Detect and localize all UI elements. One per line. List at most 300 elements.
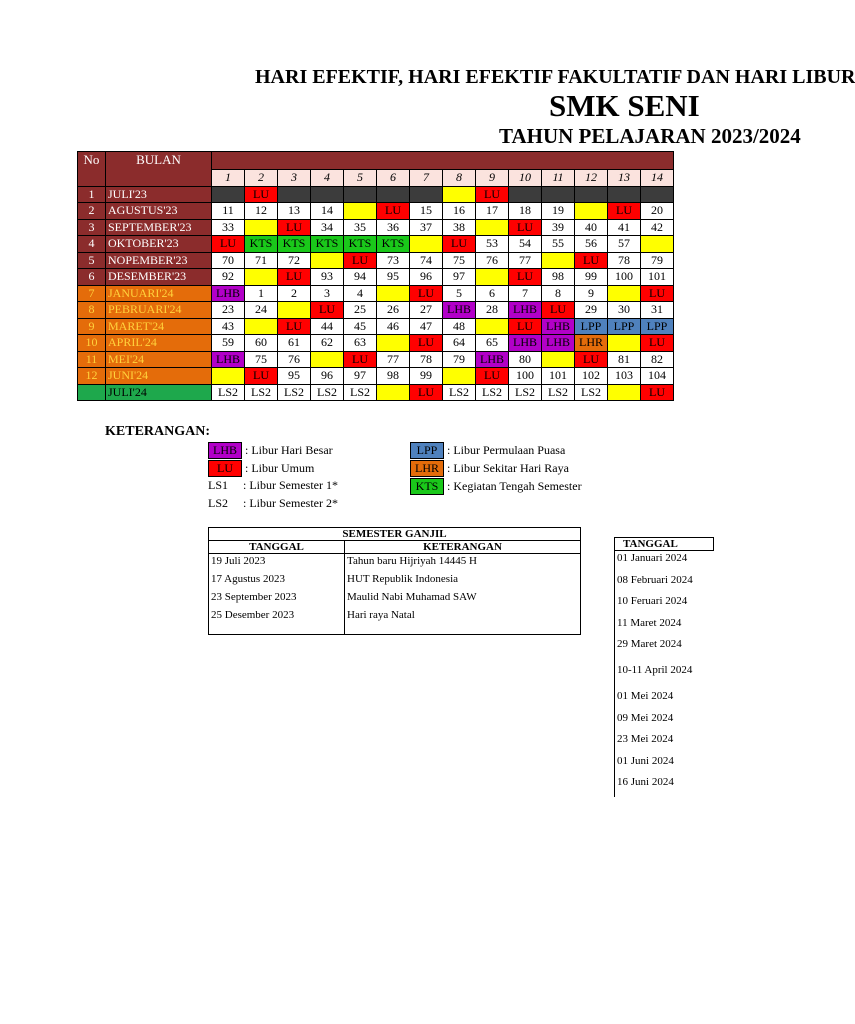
day-cell: 8 xyxy=(542,285,575,302)
day-cell: 76 xyxy=(476,252,509,269)
day-cell: 60 xyxy=(245,335,278,352)
month-name: MEI'24 xyxy=(106,351,212,368)
day-cell: LHB xyxy=(542,318,575,335)
ganjil-col-keterangan: KETERANGAN xyxy=(345,541,581,554)
day-cell xyxy=(377,285,410,302)
day-cell: LU xyxy=(278,318,311,335)
day-cell: LPP xyxy=(575,318,608,335)
title-line-1: HARI EFEKTIF, HARI EFEKTIF FAKULTATIF DAN HARI LIBUR xyxy=(255,66,855,88)
legend-title: KETERANGAN: xyxy=(105,424,211,439)
day-cell: 42 xyxy=(641,219,674,236)
month-row xyxy=(78,186,674,203)
month-name: JUNI'24 xyxy=(106,368,212,385)
genap-tanggal: 23 Mei 2024 xyxy=(615,732,714,754)
ganjil-tanggal: 17 Agustus 2023 xyxy=(209,572,345,590)
month-no: 6 xyxy=(78,269,106,286)
table-row-empty xyxy=(209,626,581,635)
ganjil-col-tanggal: TANGGAL xyxy=(209,541,345,554)
genap-tanggal: 01 Januari 2024 xyxy=(615,551,714,573)
day-cell: 98 xyxy=(542,269,575,286)
day-header-10: 10 xyxy=(509,170,542,187)
legend-item-lpp xyxy=(410,442,565,459)
header-bulan: BULAN xyxy=(106,152,212,187)
day-cell xyxy=(212,368,245,385)
table-row xyxy=(615,637,714,663)
day-cell: 17 xyxy=(476,203,509,220)
day-cell xyxy=(245,318,278,335)
legend-text: : Libur Sekitar Hari Raya xyxy=(447,461,569,475)
month-no xyxy=(78,384,106,401)
day-cell: 63 xyxy=(344,335,377,352)
table-row xyxy=(615,732,714,754)
day-cell: 97 xyxy=(443,269,476,286)
header-no: No xyxy=(78,152,106,187)
day-cell: 37 xyxy=(410,219,443,236)
table-row xyxy=(615,616,714,638)
day-cell: 19 xyxy=(542,203,575,220)
legend-code: LS2 xyxy=(208,496,229,510)
day-cell: 93 xyxy=(311,269,344,286)
legend-text: : Libur Semester 2* xyxy=(243,496,338,510)
day-cell: LU xyxy=(476,368,509,385)
semester-ganjil-title: SEMESTER GANJIL xyxy=(209,528,581,541)
day-cell xyxy=(311,186,344,203)
day-cell: LU xyxy=(278,219,311,236)
day-header-2: 2 xyxy=(245,170,278,187)
day-cell: KTS xyxy=(278,236,311,253)
genap-tanggal: 16 Juni 2024 xyxy=(615,775,714,797)
ganjil-keterangan: Tahun baru Hijriyah 14445 H xyxy=(345,554,581,573)
day-cell: LS2 xyxy=(443,384,476,401)
day-cell: LHB xyxy=(542,335,575,352)
day-cell: LU xyxy=(212,236,245,253)
table-row xyxy=(615,663,714,689)
day-cell: 62 xyxy=(311,335,344,352)
day-cell: LU xyxy=(410,285,443,302)
day-cell: LS2 xyxy=(542,384,575,401)
day-cell: 73 xyxy=(377,252,410,269)
day-cell xyxy=(377,186,410,203)
table-row xyxy=(615,551,714,573)
day-cell: 28 xyxy=(476,302,509,319)
day-cell: 96 xyxy=(410,269,443,286)
day-cell: 102 xyxy=(575,368,608,385)
day-cell: KTS xyxy=(245,236,278,253)
day-cell: LS2 xyxy=(509,384,542,401)
day-cell: LHB xyxy=(212,351,245,368)
day-header-13: 13 xyxy=(608,170,641,187)
day-cell: 100 xyxy=(608,269,641,286)
legend-text: : Libur Hari Besar xyxy=(245,443,333,457)
day-header-5: 5 xyxy=(344,170,377,187)
month-name: OKTOBER'23 xyxy=(106,236,212,253)
day-cell: 23 xyxy=(212,302,245,319)
day-cell xyxy=(641,236,674,253)
legend-code: LPP xyxy=(410,442,444,459)
month-no: 7 xyxy=(78,285,106,302)
day-cell xyxy=(245,269,278,286)
legend-code: LU xyxy=(208,460,242,477)
day-cell: 74 xyxy=(410,252,443,269)
month-row xyxy=(78,285,674,302)
day-cell: KTS xyxy=(344,236,377,253)
day-cell: 99 xyxy=(575,269,608,286)
day-cell xyxy=(443,368,476,385)
day-cell: LU xyxy=(641,384,674,401)
day-header-1: 1 xyxy=(212,170,245,187)
day-cell: 76 xyxy=(278,351,311,368)
day-cell: 79 xyxy=(641,252,674,269)
day-cell xyxy=(311,252,344,269)
table-row xyxy=(209,572,581,590)
day-cell: 103 xyxy=(608,368,641,385)
day-cell xyxy=(311,351,344,368)
day-cell: LU xyxy=(410,384,443,401)
day-cell xyxy=(476,318,509,335)
day-cell xyxy=(575,186,608,203)
day-cell: 33 xyxy=(212,219,245,236)
genap-tanggal: 01 Juni 2024 xyxy=(615,754,714,776)
day-cell: 25 xyxy=(344,302,377,319)
table-row xyxy=(209,554,581,573)
day-cell: 29 xyxy=(575,302,608,319)
day-cell xyxy=(344,203,377,220)
legend-item-kts xyxy=(410,478,582,495)
genap-tanggal: 09 Mei 2024 xyxy=(615,711,714,733)
day-cell xyxy=(542,186,575,203)
day-cell: LHB xyxy=(212,285,245,302)
day-cell: 13 xyxy=(278,203,311,220)
month-name: MARET'24 xyxy=(106,318,212,335)
month-no: 2 xyxy=(78,203,106,220)
day-cell: 98 xyxy=(377,368,410,385)
day-cell: 99 xyxy=(410,368,443,385)
day-cell: 9 xyxy=(575,285,608,302)
month-name: NOPEMBER'23 xyxy=(106,252,212,269)
day-cell: LU xyxy=(542,302,575,319)
school-name: SMK SENI xyxy=(549,88,700,123)
month-row xyxy=(78,318,674,335)
genap-tanggal: 08 Februari 2024 xyxy=(615,573,714,595)
day-cell: LU xyxy=(509,318,542,335)
day-cell: 24 xyxy=(245,302,278,319)
day-cell: 15 xyxy=(410,203,443,220)
day-cell: 79 xyxy=(443,351,476,368)
legend-code: LHB xyxy=(208,442,242,459)
genap-tanggal: 11 Maret 2024 xyxy=(615,616,714,638)
month-no: 12 xyxy=(78,368,106,385)
genap-col-tanggal: TANGGAL xyxy=(615,538,714,551)
day-cell: 38 xyxy=(443,219,476,236)
day-cell: 36 xyxy=(377,219,410,236)
day-cell: 94 xyxy=(344,269,377,286)
legend-item-ls1 xyxy=(208,478,338,493)
day-cell: LHB xyxy=(509,302,542,319)
day-cell: 77 xyxy=(509,252,542,269)
day-header-6: 6 xyxy=(377,170,410,187)
month-row xyxy=(78,368,674,385)
month-row xyxy=(78,302,674,319)
month-no: 10 xyxy=(78,335,106,352)
legend-item-lu xyxy=(208,460,314,477)
day-cell xyxy=(575,203,608,220)
day-cell: 5 xyxy=(443,285,476,302)
day-cell: 48 xyxy=(443,318,476,335)
month-no: 11 xyxy=(78,351,106,368)
genap-tanggal: 10 Feruari 2024 xyxy=(615,594,714,616)
legend-item-ls2 xyxy=(208,496,338,511)
day-cell: 100 xyxy=(509,368,542,385)
table-row xyxy=(615,594,714,616)
day-cell xyxy=(476,269,509,286)
day-cell: LU xyxy=(311,302,344,319)
day-header-4: 4 xyxy=(311,170,344,187)
day-header-12: 12 xyxy=(575,170,608,187)
legend-text: : Libur Permulaan Puasa xyxy=(447,443,566,457)
day-cell: 43 xyxy=(212,318,245,335)
table-row xyxy=(615,775,714,797)
month-no: 1 xyxy=(78,186,106,203)
day-cell: 54 xyxy=(509,236,542,253)
day-cell: 95 xyxy=(278,368,311,385)
legend-text: : Libur Semester 1* xyxy=(243,478,338,492)
month-name: JULI'24 xyxy=(106,384,212,401)
ganjil-tanggal: 23 September 2023 xyxy=(209,590,345,608)
day-cell xyxy=(344,186,377,203)
day-cell: 35 xyxy=(344,219,377,236)
day-cell: 4 xyxy=(344,285,377,302)
day-cell xyxy=(608,335,641,352)
table-row xyxy=(615,573,714,595)
genap-tanggal: 29 Maret 2024 xyxy=(615,637,714,663)
day-header-14: 14 xyxy=(641,170,674,187)
day-cell: LPP xyxy=(641,318,674,335)
day-cell xyxy=(542,351,575,368)
holiday-calendar-table xyxy=(77,151,674,401)
day-cell: LS2 xyxy=(575,384,608,401)
day-cell: LS2 xyxy=(245,384,278,401)
month-no: 9 xyxy=(78,318,106,335)
month-row xyxy=(78,269,674,286)
ganjil-tanggal: 25 Desember 2023 xyxy=(209,608,345,626)
day-cell xyxy=(410,186,443,203)
genap-tanggal: 10-11 April 2024 xyxy=(615,663,714,689)
day-cell: LHB xyxy=(509,335,542,352)
day-cell: LU xyxy=(278,269,311,286)
day-cell: LU xyxy=(410,335,443,352)
day-cell: 3 xyxy=(311,285,344,302)
month-row xyxy=(78,252,674,269)
day-cell xyxy=(245,219,278,236)
day-cell: LHB xyxy=(476,351,509,368)
day-cell: 26 xyxy=(377,302,410,319)
table-row xyxy=(209,608,581,626)
month-name: JANUARI'24 xyxy=(106,285,212,302)
day-cell: 12 xyxy=(245,203,278,220)
day-cell: LU xyxy=(443,236,476,253)
day-cell: 53 xyxy=(476,236,509,253)
month-row xyxy=(78,236,674,253)
day-cell: 46 xyxy=(377,318,410,335)
day-cell: 92 xyxy=(212,269,245,286)
header-bar xyxy=(212,152,674,170)
day-cell: 64 xyxy=(443,335,476,352)
legend-text: : Libur Umum xyxy=(245,461,315,475)
day-cell xyxy=(212,186,245,203)
month-row xyxy=(78,335,674,352)
day-cell: LU xyxy=(245,368,278,385)
day-cell: LS2 xyxy=(344,384,377,401)
genap-tanggal: 01 Mei 2024 xyxy=(615,689,714,711)
ganjil-keterangan: Maulid Nabi Muhamad SAW xyxy=(345,590,581,608)
day-cell xyxy=(410,236,443,253)
day-cell: 55 xyxy=(542,236,575,253)
day-cell: 40 xyxy=(575,219,608,236)
month-no: 5 xyxy=(78,252,106,269)
ganjil-tanggal: 19 Juli 2023 xyxy=(209,554,345,573)
semester-ganjil-table xyxy=(208,527,581,635)
day-cell xyxy=(608,384,641,401)
day-cell xyxy=(443,186,476,203)
month-name: SEPTEMBER'23 xyxy=(106,219,212,236)
legend-code: LHR xyxy=(410,460,444,477)
day-cell: 65 xyxy=(476,335,509,352)
day-cell: 57 xyxy=(608,236,641,253)
day-cell: 11 xyxy=(212,203,245,220)
day-cell xyxy=(641,186,674,203)
day-cell xyxy=(608,285,641,302)
day-cell: 41 xyxy=(608,219,641,236)
day-cell: LU xyxy=(575,351,608,368)
month-name: PEBRUARI'24 xyxy=(106,302,212,319)
day-cell: 97 xyxy=(344,368,377,385)
month-row xyxy=(78,219,674,236)
day-cell: LU xyxy=(377,203,410,220)
day-header-11: 11 xyxy=(542,170,575,187)
day-cell: 101 xyxy=(542,368,575,385)
day-cell: LU xyxy=(476,186,509,203)
day-cell: LU xyxy=(344,351,377,368)
day-cell: LU xyxy=(641,285,674,302)
day-cell: KTS xyxy=(377,236,410,253)
day-cell: LU xyxy=(245,186,278,203)
day-cell: LU xyxy=(344,252,377,269)
day-cell: 95 xyxy=(377,269,410,286)
day-cell: 77 xyxy=(377,351,410,368)
day-header-8: 8 xyxy=(443,170,476,187)
day-cell: 30 xyxy=(608,302,641,319)
day-cell: 96 xyxy=(311,368,344,385)
ganjil-keterangan: Hari raya Natal xyxy=(345,608,581,626)
day-cell: 104 xyxy=(641,368,674,385)
month-name: AGUSTUS'23 xyxy=(106,203,212,220)
day-cell: 2 xyxy=(278,285,311,302)
month-name: DESEMBER'23 xyxy=(106,269,212,286)
day-cell: 72 xyxy=(278,252,311,269)
day-cell xyxy=(377,335,410,352)
semester-genap-table xyxy=(614,537,714,797)
day-cell: 47 xyxy=(410,318,443,335)
legend-code: KTS xyxy=(410,478,444,495)
table-row xyxy=(615,754,714,776)
day-cell: 31 xyxy=(641,302,674,319)
table-row xyxy=(209,590,581,608)
day-cell: 82 xyxy=(641,351,674,368)
day-cell xyxy=(509,186,542,203)
legend-code: LS1 xyxy=(208,478,229,492)
day-header-7: 7 xyxy=(410,170,443,187)
day-cell: 81 xyxy=(608,351,641,368)
day-cell: LHR xyxy=(575,335,608,352)
day-cell: 61 xyxy=(278,335,311,352)
day-cell: 39 xyxy=(542,219,575,236)
legend-item-lhb xyxy=(208,442,333,459)
day-cell: LS2 xyxy=(476,384,509,401)
month-name: JULI'23 xyxy=(106,186,212,203)
month-no: 3 xyxy=(78,219,106,236)
day-cell: LU xyxy=(608,203,641,220)
day-cell: LU xyxy=(641,335,674,352)
legend-item-lhr xyxy=(410,460,569,477)
legend-text: : Kegiatan Tengah Semester xyxy=(447,479,582,493)
day-cell xyxy=(608,186,641,203)
day-cell xyxy=(278,186,311,203)
day-cell: 75 xyxy=(443,252,476,269)
day-cell: 70 xyxy=(212,252,245,269)
day-cell: 78 xyxy=(410,351,443,368)
day-header-9: 9 xyxy=(476,170,509,187)
day-cell: 45 xyxy=(344,318,377,335)
day-cell xyxy=(542,252,575,269)
day-cell xyxy=(476,219,509,236)
day-cell: 20 xyxy=(641,203,674,220)
month-no: 4 xyxy=(78,236,106,253)
day-cell xyxy=(278,302,311,319)
table-row xyxy=(615,689,714,711)
day-cell: LPP xyxy=(608,318,641,335)
day-cell: 34 xyxy=(311,219,344,236)
month-name: APRIL'24 xyxy=(106,335,212,352)
day-cell: LU xyxy=(509,219,542,236)
day-cell: LU xyxy=(509,269,542,286)
month-row xyxy=(78,351,674,368)
month-row xyxy=(78,384,674,401)
day-cell: 6 xyxy=(476,285,509,302)
day-cell: 80 xyxy=(509,351,542,368)
day-cell: 16 xyxy=(443,203,476,220)
month-no: 8 xyxy=(78,302,106,319)
day-cell: LS2 xyxy=(311,384,344,401)
table-row xyxy=(615,711,714,733)
ganjil-keterangan: HUT Republik Indonesia xyxy=(345,572,581,590)
day-cell: 56 xyxy=(575,236,608,253)
day-cell: LU xyxy=(575,252,608,269)
day-cell: LHB xyxy=(443,302,476,319)
day-cell: 14 xyxy=(311,203,344,220)
day-cell: 59 xyxy=(212,335,245,352)
day-cell: 44 xyxy=(311,318,344,335)
day-cell: 1 xyxy=(245,285,278,302)
day-cell: 71 xyxy=(245,252,278,269)
day-cell: 75 xyxy=(245,351,278,368)
day-cell xyxy=(377,384,410,401)
academic-year: TAHUN PELAJARAN 2023/2024 xyxy=(499,124,801,148)
day-cell: 27 xyxy=(410,302,443,319)
day-cell: LS2 xyxy=(278,384,311,401)
day-cell: 101 xyxy=(641,269,674,286)
day-cell: 18 xyxy=(509,203,542,220)
day-cell: 7 xyxy=(509,285,542,302)
